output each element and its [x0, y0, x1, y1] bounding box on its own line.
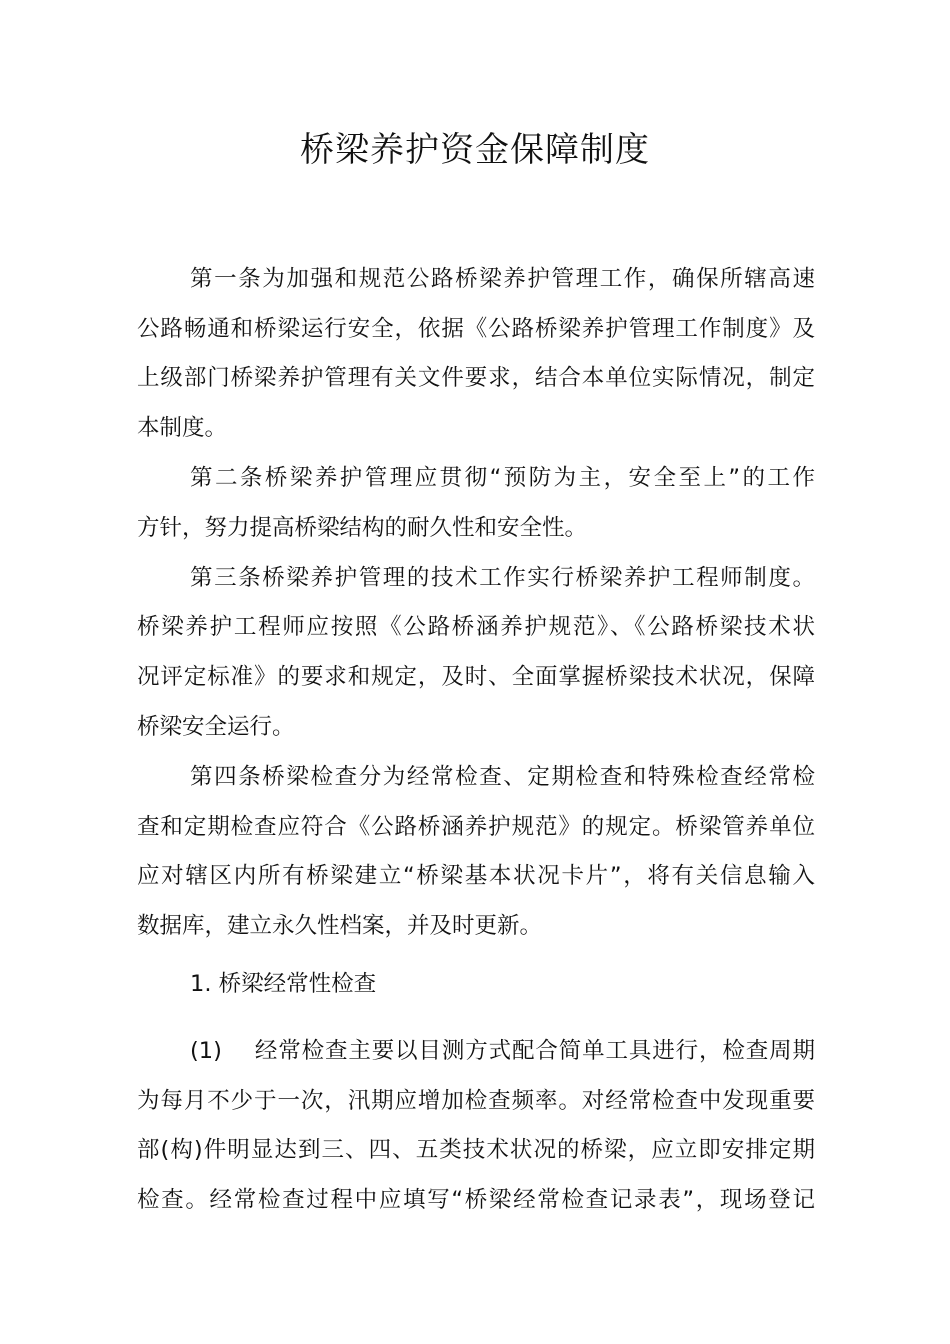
item-1-line-1 [190, 1035, 815, 1067]
article-3-line-4: 桥梁安全运行。 [137, 714, 295, 740]
item-1-line-4: 检查。经常检查过程中应填写“桥梁经常检查记录表”，现场登记 [137, 1187, 815, 1213]
article-4-line-4: 数据库，建立永久性档案，并及时更新。 [137, 913, 543, 939]
article-4-line-3: 应对辖区内所有桥梁建立“桥梁基本状况卡片”，将有关信息输入 [137, 863, 815, 889]
article-3-line-3: 况评定标准》的要求和规定，及时、全面掌握桥梁技术状况，保障 [137, 664, 815, 690]
item-1-line-3: 部(构)件明显达到三、四、五类技术状况的桥梁，应立即安排定期 [137, 1137, 815, 1163]
article-2-line-1: 第二条桥梁养护管理应贯彻“预防为主，安全至上”的工作 [190, 465, 815, 491]
article-4-line-2: 查和定期检查应符合《公路桥涵养护规范》的规定。桥梁管养单位 [137, 814, 815, 840]
article-1-line-4: 本制度。 [137, 415, 228, 441]
article-1-line-3: 上级部门桥梁养护管理有关文件要求，结合本单位实际情况，制定 [137, 365, 815, 391]
section-heading: 1. 桥梁经常性检查 [190, 971, 377, 997]
article-1-line-2: 公路畅通和桥梁运行安全，依据《公路桥梁养护管理工作制度》及 [137, 316, 815, 342]
article-1-line-1: 第一条为加强和规范公路桥梁养护管理工作，确保所辖高速 [190, 266, 815, 292]
document-title: 桥梁养护资金保障制度 [300, 130, 650, 170]
article-3-line-2: 桥梁养护工程师应按照《公路桥涵养护规范》、《公路桥梁技术状 [137, 614, 815, 640]
article-3-line-1: 第三条桥梁养护管理的技术工作实行桥梁养护工程师制度。 [190, 565, 815, 591]
item-1-line-2: 为每月不少于一次，汛期应增加检查频率。对经常检查中发现重要 [137, 1088, 815, 1114]
article-4-line-1: 第四条桥梁检查分为经常检查、定期检查和特殊检查经常检 [190, 764, 815, 790]
item-number: (1) [190, 1038, 222, 1064]
article-2-line-2: 方针，努力提高桥梁结构的耐久性和安全性。 [137, 515, 588, 541]
item-1-text: 经常检查主要以目测方式配合简单工具进行，检查周期 [254, 1038, 815, 1064]
